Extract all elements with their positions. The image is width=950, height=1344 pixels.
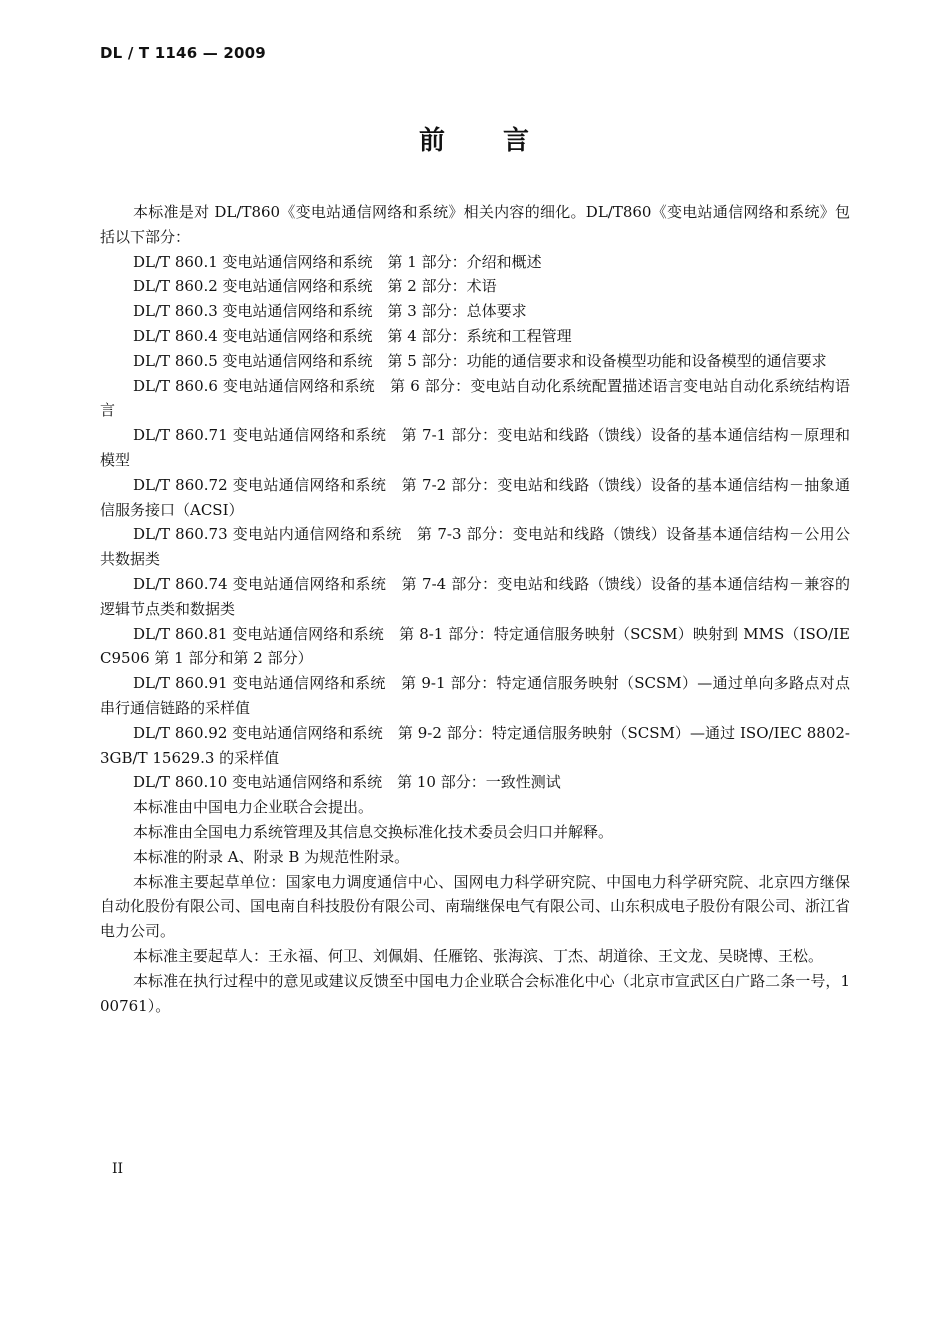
paragraph-drafters: 本标准主要起草人：王永福、何卫、刘佩娟、任雁铭、张海滨、丁杰、胡道徐、王文龙、吴晓博、王松。: [133, 946, 824, 965]
list-item: DL/T 860.72 变电站通信网络和系统 第 7-2 部分：变电站和线路（馈线）设备的基本通信结构－抽象通信服务接口（ACSI）: [100, 475, 850, 519]
paragraph-feedback: 本标准在执行过程中的意见或建议反馈至中国电力企业联合会标准化中心（北京市宣武区白广路二条一号，100761）。: [100, 971, 850, 1015]
list-item: DL/T 860.81 变电站通信网络和系统 第 8-1 部分：特定通信服务映射（SCSM）映射到 MMS（ISO/IEC9506 第 1 部分和第 2 部分）: [100, 624, 850, 668]
list-item: DL/T 860.91 变电站通信网络和系统 第 9-1 部分：特定通信服务映射（SCSM）—通过单向多路点对点串行通信链路的采样值: [100, 674, 850, 717]
list-item: DL/T 860.10 变电站通信网络和系统 第 10 部分：一致性测试: [133, 773, 561, 792]
list-item: DL/T 860.4 变电站通信网络和系统 第 4 部分：系统和工程管理: [133, 326, 572, 345]
list-item: DL/T 860.1 变电站通信网络和系统 第 1 部分：介绍和概述: [133, 252, 542, 271]
list-item: DL/T 860.73 变电站内通信网络和系统 第 7-3 部分：变电站和线路（馈线）设备基本通信结构－公用公共数据类: [100, 525, 850, 569]
list-item: DL/T 860.5 变电站通信网络和系统 第 5 部分：功能的通信要求和设备模型功能和设备模型的通信要求: [133, 351, 827, 370]
paragraph-proposer: 本标准由中国电力企业联合会提出。: [133, 798, 374, 817]
page-number: II: [112, 1161, 124, 1177]
list-item: DL/T 860.2 变电站通信网络和系统 第 2 部分：术语: [133, 277, 497, 296]
paragraph-interpretation: 本标准由全国电力系统管理及其信息交换标准化技术委员会归口并解释。: [133, 822, 614, 841]
document-code: DL / T 1146 — 2009: [100, 44, 266, 62]
paragraph-annexes: 本标准的附录 A、附录 B 为规范性附录。: [133, 847, 410, 866]
paragraph-intro: 本标准是对 DL/T860《变电站通信网络和系统》相关内容的细化。DL/T860《变电站通信网络和系统》包括以下部分：: [100, 203, 850, 246]
foreword-body: [100, 200, 850, 1018]
list-item: DL/T 860.74 变电站通信网络和系统 第 7-4 部分：变电站和线路（馈线）设备的基本通信结构－兼容的逻辑节点类和数据类: [100, 574, 850, 618]
page-title: 前 言: [418, 126, 531, 156]
list-item: DL/T 860.92 变电站通信网络和系统 第 9-2 部分：特定通信服务映射（SCSM）—通过 ISO/IEC 8802-3GB/T 15629.3 的采样值: [100, 723, 850, 767]
paragraph-drafting-units: 本标准主要起草单位：国家电力调度通信中心、国网电力科学研究院、中国电力科学研究院、北京四方继保自动化股份有限公司、国电南自科技股份有限公司、南瑞继保电气有限公司、山东积成电子股份有限公司、浙江省电力公司。: [100, 872, 851, 941]
list-item: DL/T 860.3 变电站通信网络和系统 第 3 部分：总体要求: [133, 302, 527, 321]
list-item: DL/T 860.71 变电站通信网络和系统 第 7-1 部分：变电站和线路（馈线）设备的基本通信结构－原理和模型: [100, 426, 850, 469]
list-item: DL/T 860.6 变电站通信网络和系统 第 6 部分：变电站自动化系统配置描述语言变电站自动化系统结构语言: [100, 376, 850, 420]
